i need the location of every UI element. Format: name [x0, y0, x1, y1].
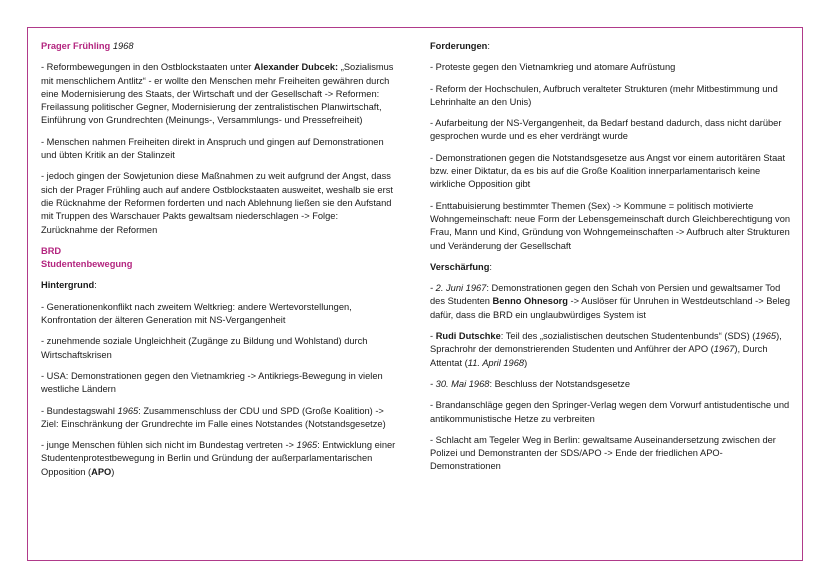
prag-heading-year: 1968: [112, 41, 134, 51]
forderung-item-5: - Enttabuisierung bestimmter Themen (Sex) -> Kommune = politisch motivierte Wohngemeinschaft: neue Form der Lebensgemeinschaft durch Gleichberechtigung von Frau, Mann und Kind, Gründung von Wohngemeinschaften -> Aufbruch alter Strukturen und Veränderung der Gesellschaft: [430, 200, 791, 251]
forderung-item-1: - Proteste gegen den Vietnamkrieg und atomare Aufrüstung: [430, 62, 676, 73]
verschaerfung-heading: [430, 261, 792, 274]
text: -: [430, 331, 436, 342]
verschaerfung-item-4: - Brandanschläge gegen den Springer-Verlag wegen dem Vorwurf antistudentische und antikommunistische Hetze zu verbreiten: [430, 400, 790, 424]
prag-paragraph-1: [41, 61, 396, 127]
year: 1967: [713, 344, 735, 355]
text: ), Sprachrohr der demonstrierenden Studenten und Anführer der APO (: [430, 331, 782, 355]
document-page: [27, 27, 803, 561]
forderung-item-4: - Demonstrationen gegen die Notstandsgesetze aus Angst vor einem autoritären Staat bzw. einer Diktatur, da es bis auf die Große Koalition innerparlamentarisch keine wirkliche Opposition gibt: [430, 152, 786, 190]
brd-heading: BRD: [41, 245, 62, 256]
text: : Teil des „sozialistischen deutschen Studentenbunds“ (SDS) (: [500, 331, 756, 342]
text: : Beschluss der Notstandsgesetze: [489, 378, 630, 389]
text: ), Durch Attentat (: [430, 344, 768, 368]
text: - junge Menschen fühlen sich nicht im Bundestag vertreten ->: [41, 440, 297, 451]
colon: :: [94, 280, 97, 291]
hintergrund-heading: [41, 279, 396, 292]
text: ): [524, 357, 528, 368]
date: - 2. Juni 1967: [430, 283, 487, 294]
forderungen-heading: [430, 40, 792, 53]
hintergrund-item-5: [41, 439, 396, 479]
prag-paragraph-2: - Menschen nahmen Freiheiten direkt in Anspruch und gingen auf Demonstrationen und übten Kritik an der Stalinzeit: [41, 136, 384, 161]
hintergrund-item-3: - USA: Demonstrationen gegen den Vietnamkrieg -> Antikriegs-Bewegung in vielen westliche Ländern: [41, 370, 383, 395]
hintergrund-item-4: [41, 405, 396, 432]
year: 1965: [755, 331, 777, 342]
hintergrund-item-2: - zunehmende soziale Ungleichheit (Zugänge zu Bildung und Wohlstand) durch Wirtschaftskrisen: [41, 336, 368, 360]
text: ): [111, 466, 115, 477]
left-column: [41, 40, 396, 487]
name-dutschke: Rudi Dutschke: [435, 331, 501, 342]
verschaerfung-item-1: [430, 282, 792, 322]
text: „Sozialismus mit menschlichem Antlitz“ - er wollte den Menschen mehr Freiheiten gewähren durch eine Modernisierung des Staats, der Wirtschaft und der Gesellschaft -> Reformen: Freilassung politischer Gegner, Modernisierung der zentralistischen Planwirtschaft, Einführung von Grundrechten (Meinungs-, Versammlungs- und Pressefreiheit): [41, 62, 394, 126]
colon: :: [487, 41, 490, 51]
right-column: [430, 40, 792, 482]
studenten-heading: Studentenbewegung: [41, 259, 133, 270]
verschaerfung-item-5: - Schlacht am Tegeler Weg in Berlin: gewaltsame Auseinandersetzung zwischen der Polizei und Demonstranten der SDS/APO -> Ende der friedlichen APO-Demonstrationen: [430, 434, 776, 472]
verschaerfung-item-2: [430, 330, 792, 370]
colon: :: [489, 261, 493, 272]
prag-paragraph-3: - jedoch gingen der Sowjetunion diese Maßnahmen zu weit aufgrund der Angst, dass sich der Prager Frühling auch auf andere Ostblockstaaten ausweitet, weshalb sie erst die Rücknahme der Reformen forderten und nach Ablehnung ließen sie den Aufstand mit Truppen des Warschauer Pakts gewaltsam niederschlagen -> Folge: Zurücknahme der Reformen: [41, 171, 393, 235]
text: : Entwicklung einer Studentenprotestbewegung in Berlin und Gründung der außerparlamentarischen Opposition (: [41, 440, 396, 477]
text: - Bundestagswahl: [41, 405, 118, 416]
prag-heading: [41, 40, 396, 53]
text: - Reformbewegungen in den Ostblockstaaten unter: [41, 62, 254, 73]
verschaerfung-label: Verschärfung: [430, 261, 490, 272]
forderungen-label: Forderungen: [430, 41, 488, 51]
prag-heading-title: Prager Frühling: [41, 41, 111, 51]
text: : Zusammenschluss der CDU und SPD (Große Koalition) -> Ziel: Einschränkung der Grundrechte im Falle eines Notstandes (Notstandsgesetze): [41, 405, 386, 429]
forderung-item-3: - Aufarbeitung der NS-Vergangenheit, da Bedarf bestand dadurch, dass nicht darüber gesprochen wurde und es eher verdrängt wurde: [430, 118, 782, 142]
name-ohnesorg: Benno Ohnesorg: [492, 296, 568, 307]
text: : Demonstrationen gegen den Schah von Persien und gewaltsamer Tod des Studenten: [430, 283, 781, 307]
year: 1965: [117, 405, 139, 416]
apo: APO: [91, 466, 112, 477]
hintergrund-item-1: - Generationenkonflikt nach zweitem Weltkrieg: andere Wertevorstellungen, Konfrontation der älteren Generation mit NS-Vergangenheit: [41, 301, 352, 326]
date: - 30. Mai 1968: [430, 378, 490, 389]
verschaerfung-item-3: [430, 378, 792, 391]
name-dubcek: Alexander Dubcek:: [253, 62, 339, 73]
forderung-item-2: - Reform der Hochschulen, Aufbruch veralteter Strukturen (mehr Mitbestimmung und Lehrinhalte an den Unis): [430, 83, 778, 107]
text: -> Auslöser für Unruhen in Westdeutschland -> Beleg dafür, dass die BRD ein unglaubwürdiges System ist: [430, 296, 791, 320]
hintergrund-label: Hintergrund: [41, 280, 95, 291]
date: 11. April 1968: [467, 357, 525, 368]
year: 1965: [296, 440, 318, 451]
